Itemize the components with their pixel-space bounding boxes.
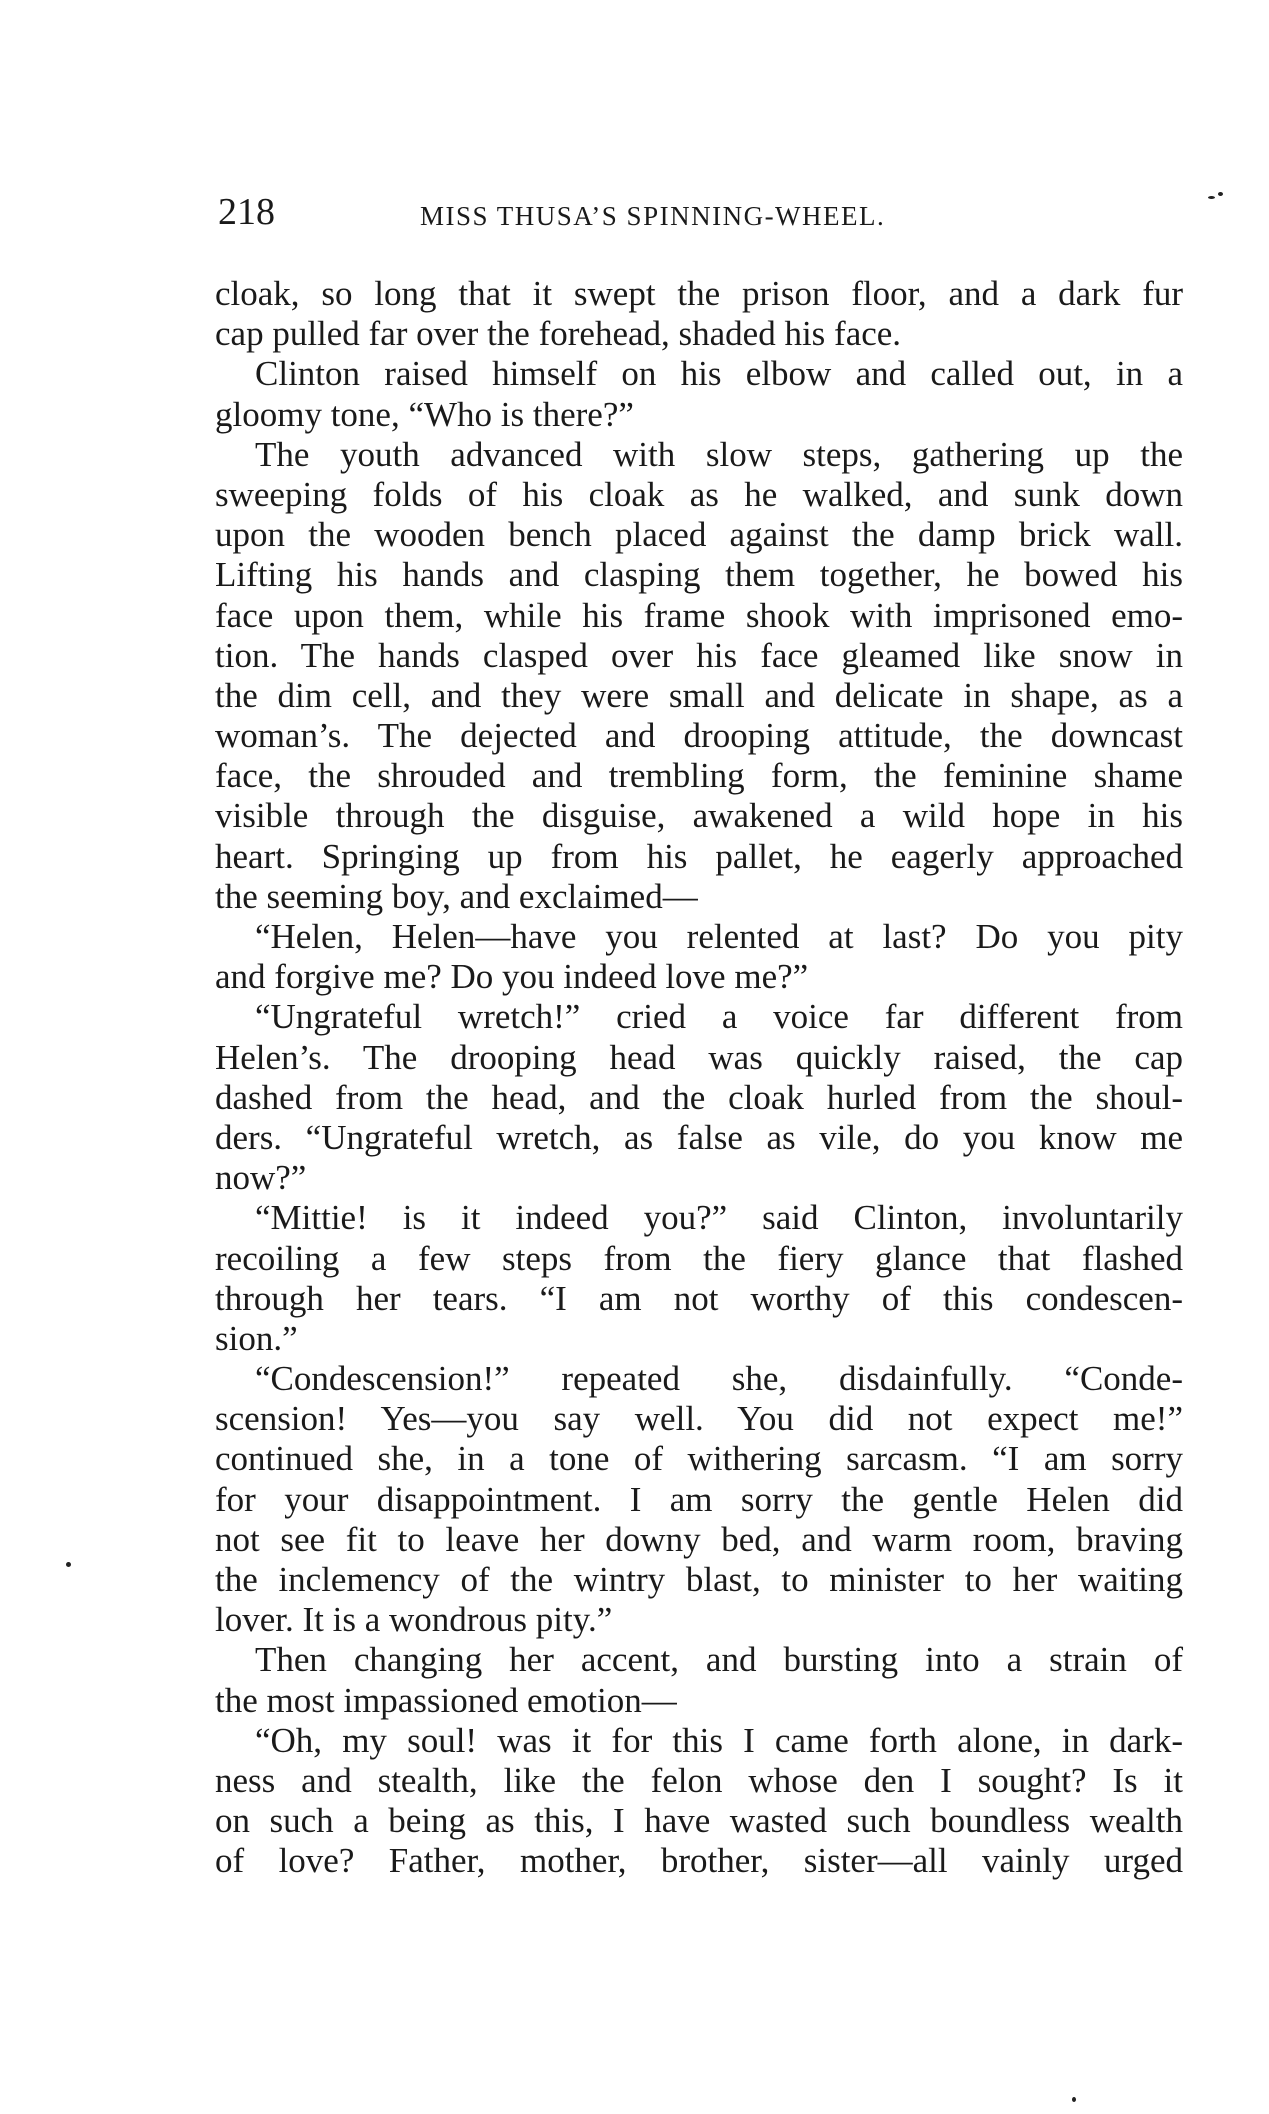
text-line: lover. It is a wondrous pity.” xyxy=(215,1600,613,1640)
text-line: the dim cell, and they were small and delicate in shape, as a xyxy=(215,675,1183,715)
running-head xyxy=(218,190,1183,240)
text-line: scension! Yes—you say well. You did not expect me!” xyxy=(215,1399,1183,1439)
text-line: the most impassioned emotion— xyxy=(215,1680,677,1720)
body-text xyxy=(215,274,1183,1882)
text-line: “Condescension!” repeated she, disdainfully. “Conde- xyxy=(255,1359,1183,1399)
text-line: gloomy tone, “Who is there?” xyxy=(215,394,634,434)
text-line: of love? Father, mother, brother, sister—all vainly urged xyxy=(215,1841,1183,1881)
text-line: Lifting his hands and clasping them together, he bowed his xyxy=(215,555,1183,595)
text-line: now?” xyxy=(215,1158,307,1198)
ink-speck xyxy=(66,1562,71,1567)
text-line: face, the shrouded and trembling form, the feminine shame xyxy=(215,756,1183,796)
text-line: tion. The hands clasped over his face gleamed like snow in xyxy=(215,635,1183,675)
ink-speck xyxy=(1072,2097,1076,2102)
ink-speck xyxy=(1218,192,1223,196)
text-line: for your disappointment. I am sorry the gentle Helen did xyxy=(215,1479,1183,1519)
text-line: upon the wooden bench placed against the damp brick wall. xyxy=(215,515,1183,555)
text-line: Clinton raised himself on his elbow and called out, in a xyxy=(255,354,1183,394)
text-line: “Ungrateful wretch!” cried a voice far different from xyxy=(255,997,1183,1037)
page-number: 218 xyxy=(218,191,275,233)
ink-speck xyxy=(1208,196,1215,199)
text-line: recoiling a few steps from the fiery glance that flashed xyxy=(215,1238,1183,1278)
text-line: cap pulled far over the forehead, shaded his face. xyxy=(215,314,902,354)
text-line: The youth advanced with slow steps, gathering up the xyxy=(255,434,1183,474)
text-line: continued she, in a tone of withering sarcasm. “I am sorry xyxy=(215,1439,1183,1479)
running-title: MISS THUSA’S SPINNING-WHEEL. xyxy=(420,201,886,231)
text-line: dashed from the head, and the cloak hurled from the shoul- xyxy=(215,1077,1183,1117)
text-line: ness and stealth, like the felon whose den I sought? Is it xyxy=(215,1760,1183,1800)
text-line: Helen’s. The drooping head was quickly raised, the cap xyxy=(215,1037,1183,1077)
text-line: cloak, so long that it swept the prison floor, and a dark fur xyxy=(215,274,1183,313)
text-line: Then changing her accent, and bursting into a strain of xyxy=(255,1640,1183,1680)
text-line: face upon them, while his frame shook with imprisoned emo- xyxy=(215,595,1183,635)
text-line: and forgive me? Do you indeed love me?” xyxy=(215,957,809,997)
text-line: visible through the disguise, awakened a wild hope in his xyxy=(215,796,1183,836)
text-line: the inclemency of the wintry blast, to minister to her waiting xyxy=(215,1560,1183,1599)
text-line: heart. Springing up from his pallet, he eagerly approached xyxy=(215,836,1183,876)
text-line: “Oh, my soul! was it for this I came forth alone, in dark- xyxy=(255,1720,1183,1760)
text-line: sweeping folds of his cloak as he walked, and sunk down xyxy=(215,474,1183,514)
text-line: “Helen, Helen—have you relented at last? Do you pity xyxy=(255,917,1183,956)
text-line: through her tears. “I am not worthy of this condescen- xyxy=(215,1278,1183,1318)
text-line: sion.” xyxy=(215,1318,298,1358)
text-line: the seeming boy, and exclaimed— xyxy=(215,876,698,916)
text-line: not see fit to leave her downy bed, and warm room, braving xyxy=(215,1519,1183,1559)
text-line: ders. “Ungrateful wretch, as false as vile, do you know me xyxy=(215,1117,1183,1157)
text-line: on such a being as this, I have wasted such boundless wealth xyxy=(215,1801,1183,1841)
text-line: “Mittie! is it indeed you?” said Clinton, involuntarily xyxy=(255,1198,1183,1238)
text-line: woman’s. The dejected and drooping attitude, the downcast xyxy=(215,716,1183,756)
